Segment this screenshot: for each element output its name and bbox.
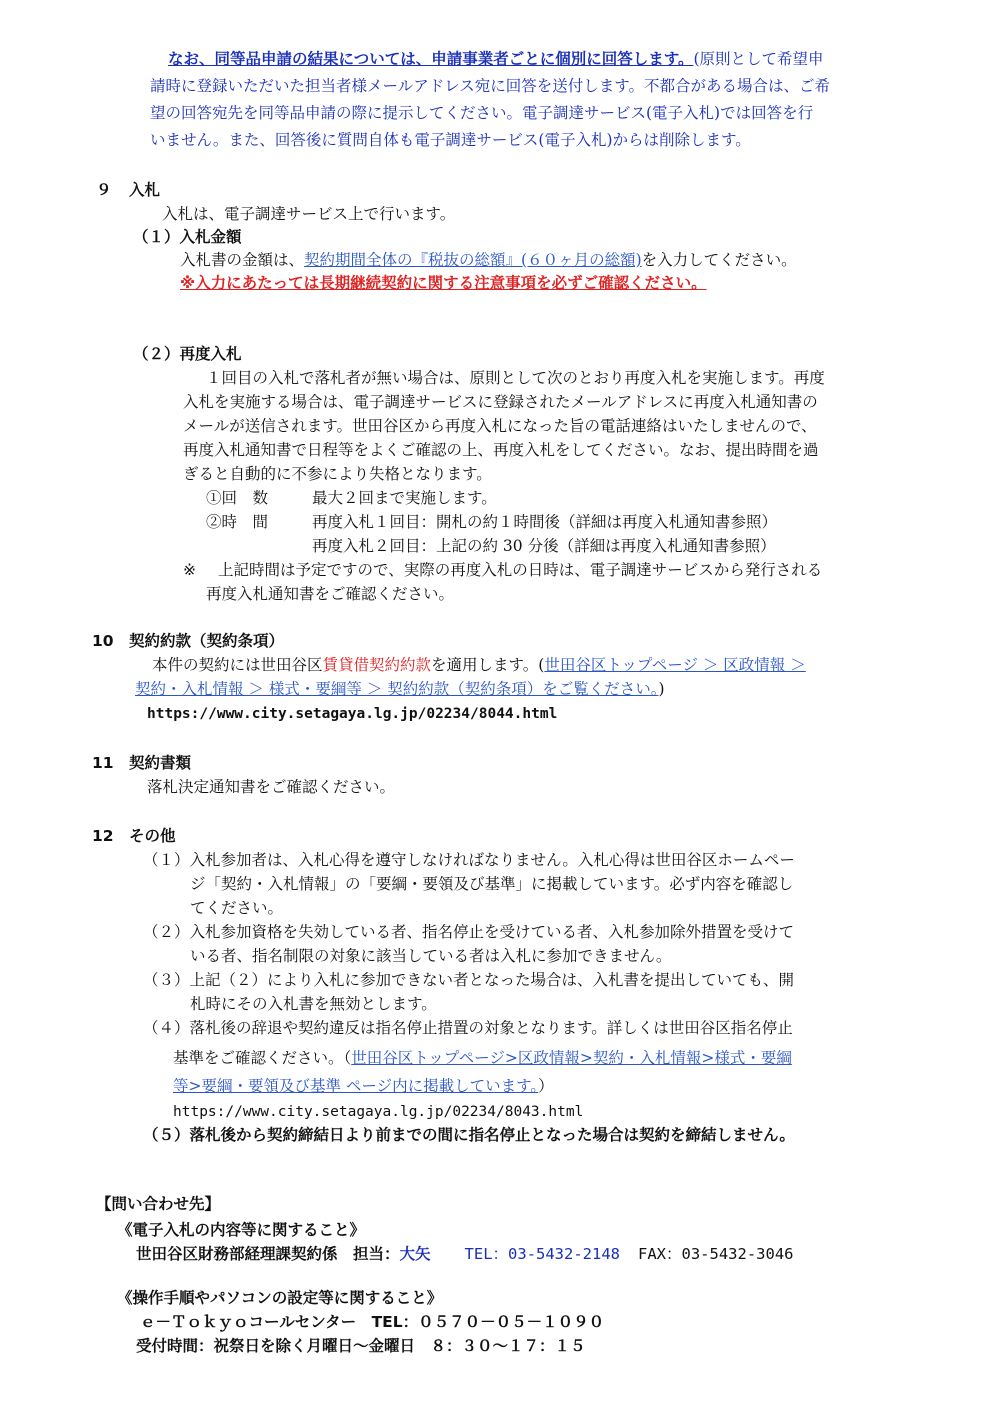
- rebid-count-value: 最大２回まで実施します。: [312, 489, 497, 507]
- bid-amount-link[interactable]: 契約期間全体の『税抜の総額』(６０ヶ月の総額): [304, 251, 642, 269]
- contact-dept: 世田谷区財務部経理課契約係 担当：: [136, 1245, 400, 1263]
- rebid-count-label: ①回 数: [206, 489, 269, 507]
- other-item-4a: （４）落札後の辞退や契約違反は指名停止措置の対象となります。詳しくは世田谷区指名停止: [143, 1019, 793, 1037]
- bid-amount-text-b: を入力してください。: [641, 251, 797, 269]
- bid-amount-text-a: 入札書の金額は、: [180, 251, 305, 269]
- rebid-para-2: 入札を実施する場合は、電子調達サービスに登録されたメールアドレスに再度入札通知書の: [183, 393, 818, 411]
- contact-person: 大矢: [399, 1245, 431, 1263]
- section-11-title: 契約書類: [129, 754, 192, 772]
- bid-amount-text: [180, 249, 797, 271]
- other-item-1a: （１）入札参加者は、入札心得を遵守しなければなりません。入札心得は世田谷区ホームペー: [143, 851, 795, 869]
- contract-terms-url[interactable]: https://www.city.setagaya.lg.jp/02234/8044.html: [147, 706, 558, 722]
- rebid-note-mark: ※: [183, 561, 196, 579]
- section-10-number: 10: [92, 632, 114, 650]
- intro-notice-rest: (原則として希望申: [693, 50, 824, 68]
- section-10-close-paren: ): [658, 680, 665, 698]
- contact-sub-1: 《電子入札の内容等に関すること》: [117, 1221, 366, 1239]
- section-9-title: 入札: [129, 181, 161, 199]
- rebid-note-2: 再度入札通知書をご確認ください。: [206, 585, 455, 603]
- rebid-para-1: １回目の入札で落札者が無い場合は、原則として次のとおり再度入札を実施します。再度: [206, 369, 825, 387]
- section-9-body: 入札は、電子調達サービス上で行います。: [162, 205, 456, 223]
- intro-line-4: いません。また、回答後に質問自体も電子調達サービス(電子入札)からは削除します。: [150, 131, 751, 149]
- other-item-4c: [173, 1075, 554, 1097]
- lease-terms-highlight: 賃貸借契約約款: [322, 656, 432, 674]
- section-10-text-b: を適用します。(: [431, 656, 545, 674]
- section-10-body: [152, 654, 806, 676]
- contact-center: ｅ－Ｔｏｋｙｏコールセンター TEL：０５７０－０５－１０９０: [140, 1313, 605, 1331]
- bid-amount-title: （１）入札金額: [133, 228, 242, 246]
- other-item-5: （５）落札後から契約締結日より前までの間に指名停止となった場合は契約を締結しません。: [143, 1126, 795, 1144]
- rebid-title: （２）再度入札: [133, 345, 242, 363]
- section-10-title: 契約約款（契約条項）: [129, 632, 285, 650]
- intro-notice-bold: なお、同等品申請の結果については、申請事業者ごとに個別に回答します。: [168, 50, 694, 68]
- contact-tel: TEL：03-5432-2148: [464, 1245, 621, 1263]
- section-10-text-a: 本件の契約には世田谷区: [152, 656, 323, 674]
- suspension-link-1[interactable]: 世田谷区トップページ>区政情報>契約・入札情報>様式・要綱: [351, 1049, 792, 1067]
- section-11-number: 11: [92, 754, 114, 772]
- setagaya-top-link-1[interactable]: 世田谷区トップページ ＞ 区政情報 ＞: [544, 656, 806, 674]
- intro-line-2: 請時に登録いただいた担当者様メールアドレス宛に回答を送付します。不都合がある場合は、ご希: [150, 77, 830, 95]
- other-item-4b: [173, 1047, 792, 1069]
- other-item-3b: 札時にその入札書を無効とします。: [190, 995, 437, 1013]
- contact-hours-b: 月曜日～金曜日 ８：３０～１７：１５: [306, 1337, 586, 1355]
- setagaya-top-link-2[interactable]: 契約・入札情報 ＞ 様式・要綱等 ＞ 契約約款（契約条項）をご覧ください。: [135, 680, 659, 698]
- other-item-4b-text: 基準をご確認ください。（: [173, 1049, 352, 1067]
- other-item-1c: てください。: [190, 899, 284, 917]
- section-12-title: その他: [129, 827, 176, 845]
- contact-hours: [136, 1335, 586, 1357]
- contact-sub-2: 《操作手順やパソコンの設定等に関すること》: [117, 1289, 443, 1307]
- other-item-2b: いる者、指名制限の対象に該当している者は入札に参加できません。: [190, 947, 672, 965]
- section-10-link-line: [135, 678, 665, 700]
- section-12-number: 12: [92, 827, 114, 845]
- section-11-body: 落札決定通知書をご確認ください。: [147, 778, 396, 796]
- other-item-2a: （２）入札参加資格を失効している者、指名停止を受けている者、入札参加除外措置を受けて: [143, 923, 795, 941]
- contact-heading: 【問い合わせ先】: [96, 1195, 221, 1213]
- other-item-3a: （３）上記（２）により入札に参加できない者となった場合は、入札書を提出していても、開: [143, 971, 795, 989]
- rebid-para-3: メールが送信されます。世田谷区から再度入札になった旨の電話連絡はいたしませんので、: [183, 417, 817, 435]
- suspension-link-2[interactable]: 等>要綱・要領及び基準 ページ内に掲載しています。: [173, 1077, 539, 1095]
- intro-line-3: 望の回答宛先を同等品申請の際に提示してください。電子調達サービス(電子入札)では回答を行: [150, 104, 814, 122]
- section-9-number: ９: [96, 181, 112, 199]
- rebid-time-value-2: 再度入札２回目：上記の約 30 分後（詳細は再度入札通知書参照）: [312, 537, 776, 555]
- other-item-4c-close: ）: [538, 1077, 554, 1095]
- rebid-time-value-1: 再度入札１回目：開札の約１時間後（詳細は再度入札通知書参照）: [312, 513, 778, 531]
- other-item-1b: ジ「契約・入札情報」の「要綱・要領及び基準」に掲載しています。必ず内容を確認し: [190, 875, 794, 893]
- suspension-url[interactable]: https://www.city.setagaya.lg.jp/02234/8043.html: [173, 1104, 584, 1120]
- intro-line-1: [168, 48, 824, 70]
- rebid-para-4: 再度入札通知書で日程等をよくご確認の上、再度入札をしてください。なお、提出時間を過: [183, 441, 819, 459]
- bid-amount-note: ※入力にあたっては長期継続契約に関する注意事項を必ずご確認ください。: [180, 274, 707, 292]
- rebid-note-1: 上記時間は予定ですので、実際の再度入札の日時は、電子調達サービスから発行される: [218, 561, 823, 579]
- contact-hours-a: 受付時間：祝祭日を除く: [136, 1337, 307, 1355]
- rebid-time-label: ②時 間: [206, 513, 269, 531]
- rebid-para-5: ぎると自動的に不参により失格となります。: [183, 465, 492, 483]
- contact-dept-line: [136, 1243, 794, 1265]
- contact-fax: FAX：03-5432-3046: [638, 1245, 794, 1263]
